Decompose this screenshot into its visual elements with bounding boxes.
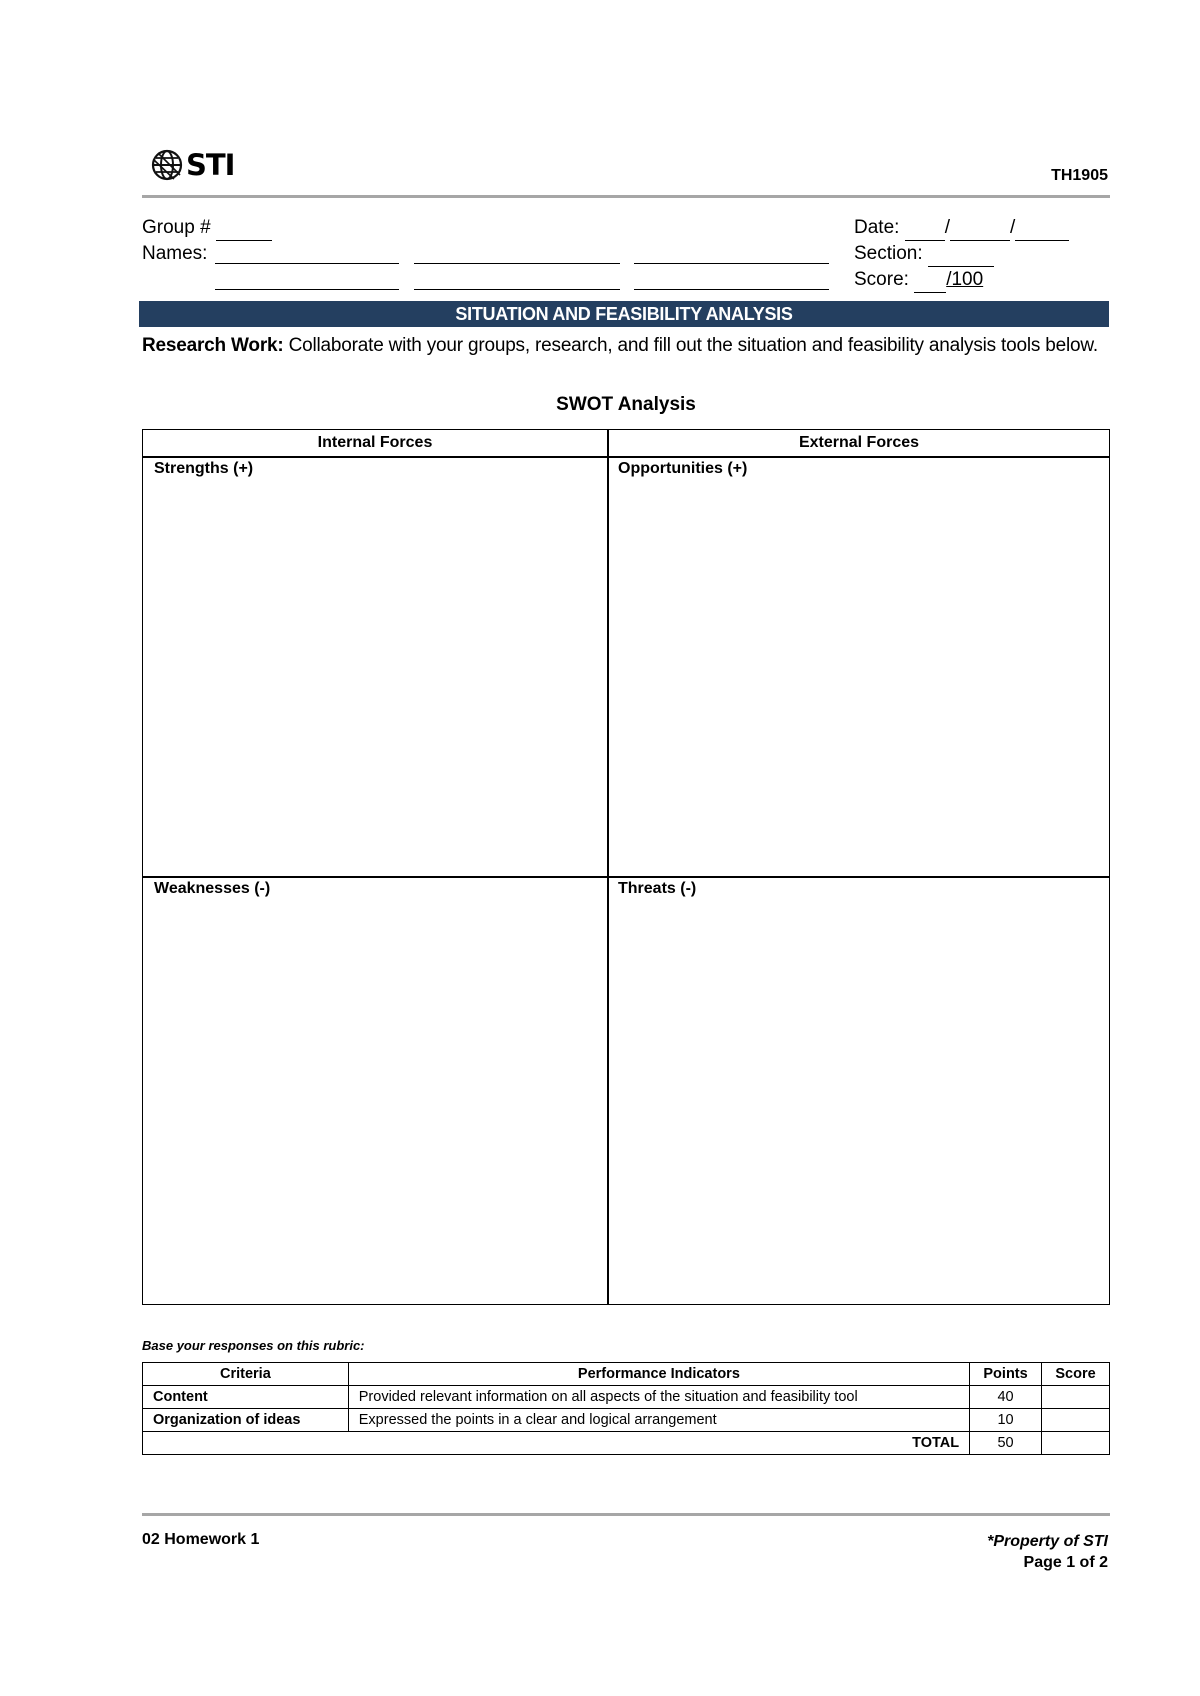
name-blank-4[interactable]	[215, 289, 399, 290]
instructions-lead: Research Work:	[142, 335, 284, 356]
opportunities-label: Opportunities (+)	[618, 460, 748, 477]
internal-forces-header: Internal Forces	[317, 434, 433, 451]
section-field	[854, 241, 994, 267]
rubric-score-cell[interactable]	[1042, 1386, 1110, 1409]
footer-page: Page 1 of 2	[1023, 1554, 1108, 1571]
group-field	[142, 215, 272, 241]
date-month-blank[interactable]	[950, 221, 1010, 241]
swot-title: SWOT Analysis	[556, 394, 696, 415]
group-label: Group #	[142, 217, 211, 238]
date-label: Date:	[854, 217, 900, 238]
instructions-text: Collaborate with your groups, research, and fill out the situation and feasibility analysis tools below.	[283, 335, 1098, 356]
rubric-total-label: TOTAL	[143, 1432, 970, 1455]
swot-table	[142, 429, 1110, 1305]
rubric-indicator: Expressed the points in a clear and logical arrangement	[348, 1409, 969, 1432]
score-blank[interactable]	[914, 273, 946, 293]
score-total: /100	[946, 269, 984, 290]
name-blank-2[interactable]	[414, 263, 620, 264]
table-row	[143, 1409, 1110, 1432]
rubric-points: 40	[970, 1386, 1042, 1409]
date-sep: /	[944, 217, 950, 238]
rubric-indicator: Provided relevant information on all aspects of the situation and feasibility tool	[348, 1386, 969, 1409]
threats-label: Threats (-)	[618, 880, 697, 897]
rubric-header-criteria: Criteria	[143, 1363, 349, 1386]
date-day-blank[interactable]	[905, 221, 945, 241]
group-blank[interactable]	[216, 221, 272, 241]
name-blank-1[interactable]	[215, 263, 399, 264]
rubric-total-row	[143, 1432, 1110, 1455]
names-label: Names:	[142, 243, 208, 264]
section-blank[interactable]	[928, 247, 994, 267]
footer-right	[987, 1531, 1108, 1573]
rubric-table	[142, 1362, 1110, 1455]
table-row	[143, 1386, 1110, 1409]
section-title-bar: SITUATION AND FEASIBILITY ANALYSIS	[139, 301, 1109, 327]
rubric-points: 10	[970, 1409, 1042, 1432]
rubric-score-cell[interactable]	[1042, 1409, 1110, 1432]
date-sep: /	[1009, 217, 1016, 238]
date-field	[854, 215, 1069, 241]
swot-column-divider	[607, 430, 609, 1304]
footer-rule	[142, 1513, 1110, 1516]
globe-icon	[150, 148, 184, 182]
rubric-total-points: 50	[970, 1432, 1042, 1455]
rubric-header-points: Points	[970, 1363, 1042, 1386]
swot-header-rule	[143, 456, 1109, 458]
instructions	[142, 333, 1110, 359]
rubric-total-score-cell[interactable]	[1042, 1432, 1110, 1455]
date-year-blank[interactable]	[1015, 221, 1069, 241]
weaknesses-label: Weaknesses (-)	[154, 880, 271, 897]
document-code: TH1905	[1051, 167, 1108, 184]
score-field	[854, 267, 983, 293]
rubric-header-score: Score	[1042, 1363, 1110, 1386]
section-label: Section:	[854, 243, 923, 264]
name-blank-5[interactable]	[414, 289, 620, 290]
rubric-criteria: Organization of ideas	[143, 1409, 349, 1432]
rubric-criteria: Content	[143, 1386, 349, 1409]
name-blank-6[interactable]	[634, 289, 829, 290]
rubric-header-row	[143, 1363, 1110, 1386]
rubric-note: Base your responses on this rubric:	[142, 1338, 365, 1353]
footer-left: 02 Homework 1	[142, 1531, 260, 1548]
sti-logo	[150, 148, 234, 182]
swot-middle-rule	[143, 876, 1109, 878]
external-forces-header: External Forces	[798, 434, 920, 451]
strengths-label: Strengths (+)	[154, 460, 254, 477]
header-rule	[142, 195, 1110, 198]
score-label: Score:	[854, 269, 909, 290]
rubric-header-indicators: Performance Indicators	[348, 1363, 969, 1386]
name-blank-3[interactable]	[634, 263, 829, 264]
logo-text: STI	[186, 148, 235, 182]
footer-property: *Property of STI	[987, 1533, 1108, 1550]
